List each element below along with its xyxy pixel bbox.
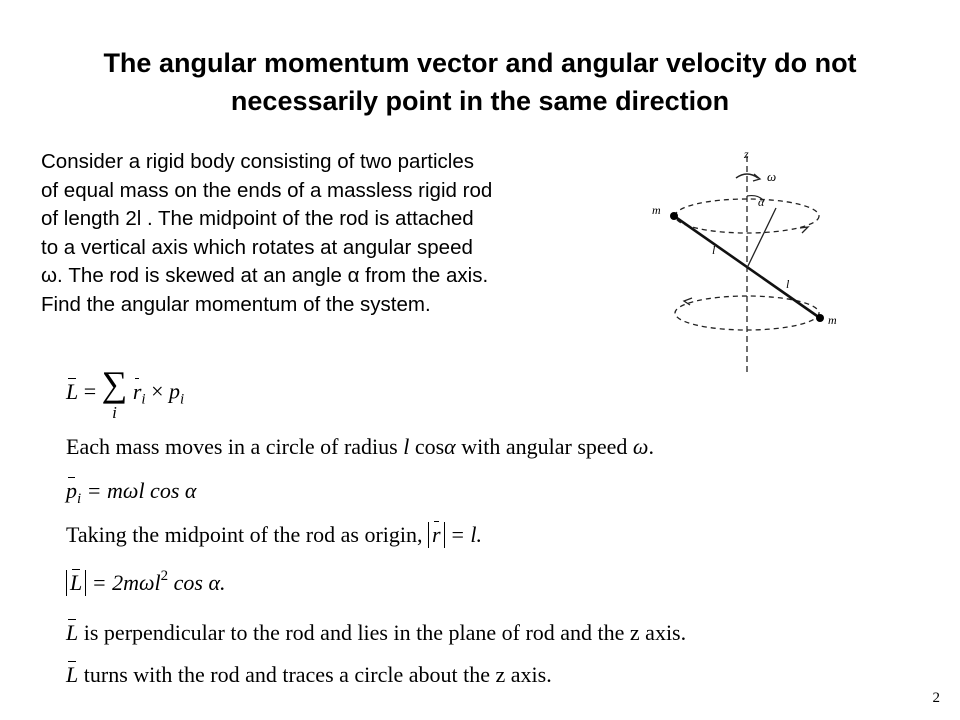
text-perpendicular	[66, 620, 686, 646]
r-subscript: i	[141, 391, 146, 408]
sum-index: i	[112, 403, 117, 422]
superscript-2: 2	[160, 568, 169, 584]
magnitude-rhs: = 2mωl	[91, 570, 161, 595]
r-symbol: r	[132, 378, 142, 404]
p-subscript: i	[77, 491, 82, 507]
L-vector-line	[747, 208, 776, 268]
label-m-bottom: m	[828, 313, 837, 327]
label-omega: ω	[767, 169, 777, 184]
mass-top	[670, 212, 678, 220]
p-symbol: p	[66, 478, 77, 503]
equals-sign: =	[83, 378, 97, 404]
slide-title	[20, 44, 940, 120]
label-l-left: l	[712, 243, 716, 257]
text-traces-circle	[66, 662, 552, 688]
text-part: is perpendicular to the rod and lies in the plane of rod and the z axis.	[78, 620, 687, 645]
equation-momentum	[66, 478, 196, 508]
L-symbol: L	[66, 620, 79, 645]
label-alpha: α	[758, 195, 765, 209]
text-part: with angular speed	[455, 434, 633, 459]
problem-statement	[41, 148, 641, 319]
period: .	[648, 434, 654, 459]
intro-line: Consider a rigid body consisting of two particles	[41, 150, 474, 173]
L-symbol: L	[70, 570, 83, 595]
intro-line: ω. The rod is skewed at an angle α from the axis.	[41, 264, 489, 287]
omega-symbol: ω	[632, 434, 649, 459]
text-part: Taking the midpoint of the rod as origin,	[66, 522, 429, 547]
origin-rhs: = l.	[450, 522, 483, 547]
title-line-1: The angular momentum vector and angular velocity do not	[103, 48, 857, 78]
text-origin	[66, 522, 482, 548]
r-symbol: r	[432, 522, 441, 547]
title-line-2: necessarily point in the same direction	[230, 86, 730, 116]
page-number: 2	[932, 690, 940, 706]
text-part: turns with the rod and traces a circle about the z axis.	[78, 662, 552, 687]
p-subscript: i	[180, 391, 185, 408]
alpha-symbol: α	[444, 434, 456, 459]
intro-line: of equal mass on the ends of a massless rigid rod	[41, 178, 493, 202]
sigma: ∑	[101, 364, 128, 404]
p-symbol: p	[169, 378, 180, 404]
label-z: z	[744, 148, 749, 161]
abs-r	[428, 522, 445, 548]
mass-bottom	[816, 314, 824, 322]
L-symbol: L	[66, 662, 79, 687]
radius-l: l	[403, 434, 410, 459]
label-l-right: l	[786, 277, 790, 291]
intro-line: to a vertical axis which rotates at angular speed	[41, 235, 473, 259]
cross-sign: ×	[151, 378, 164, 404]
text-circle-radius	[66, 434, 654, 460]
label-m-top: m	[652, 203, 661, 217]
cos-text: cos	[414, 434, 445, 459]
equation-angular-momentum-sum	[66, 366, 184, 421]
summation	[102, 366, 128, 421]
rotating-rod-diagram	[640, 148, 850, 378]
magnitude-cos: cos α.	[168, 570, 226, 595]
text-part: Each mass moves in a circle of radius	[66, 434, 404, 459]
L-symbol: L	[66, 378, 79, 404]
momentum-rhs: = mωl cos α	[86, 478, 197, 503]
abs-L	[66, 570, 86, 596]
intro-line: Find the angular momentum of the system.	[41, 292, 431, 316]
equation-L-magnitude	[66, 568, 226, 596]
intro-line: of length 2l . The midpoint of the rod is attached	[41, 207, 474, 230]
